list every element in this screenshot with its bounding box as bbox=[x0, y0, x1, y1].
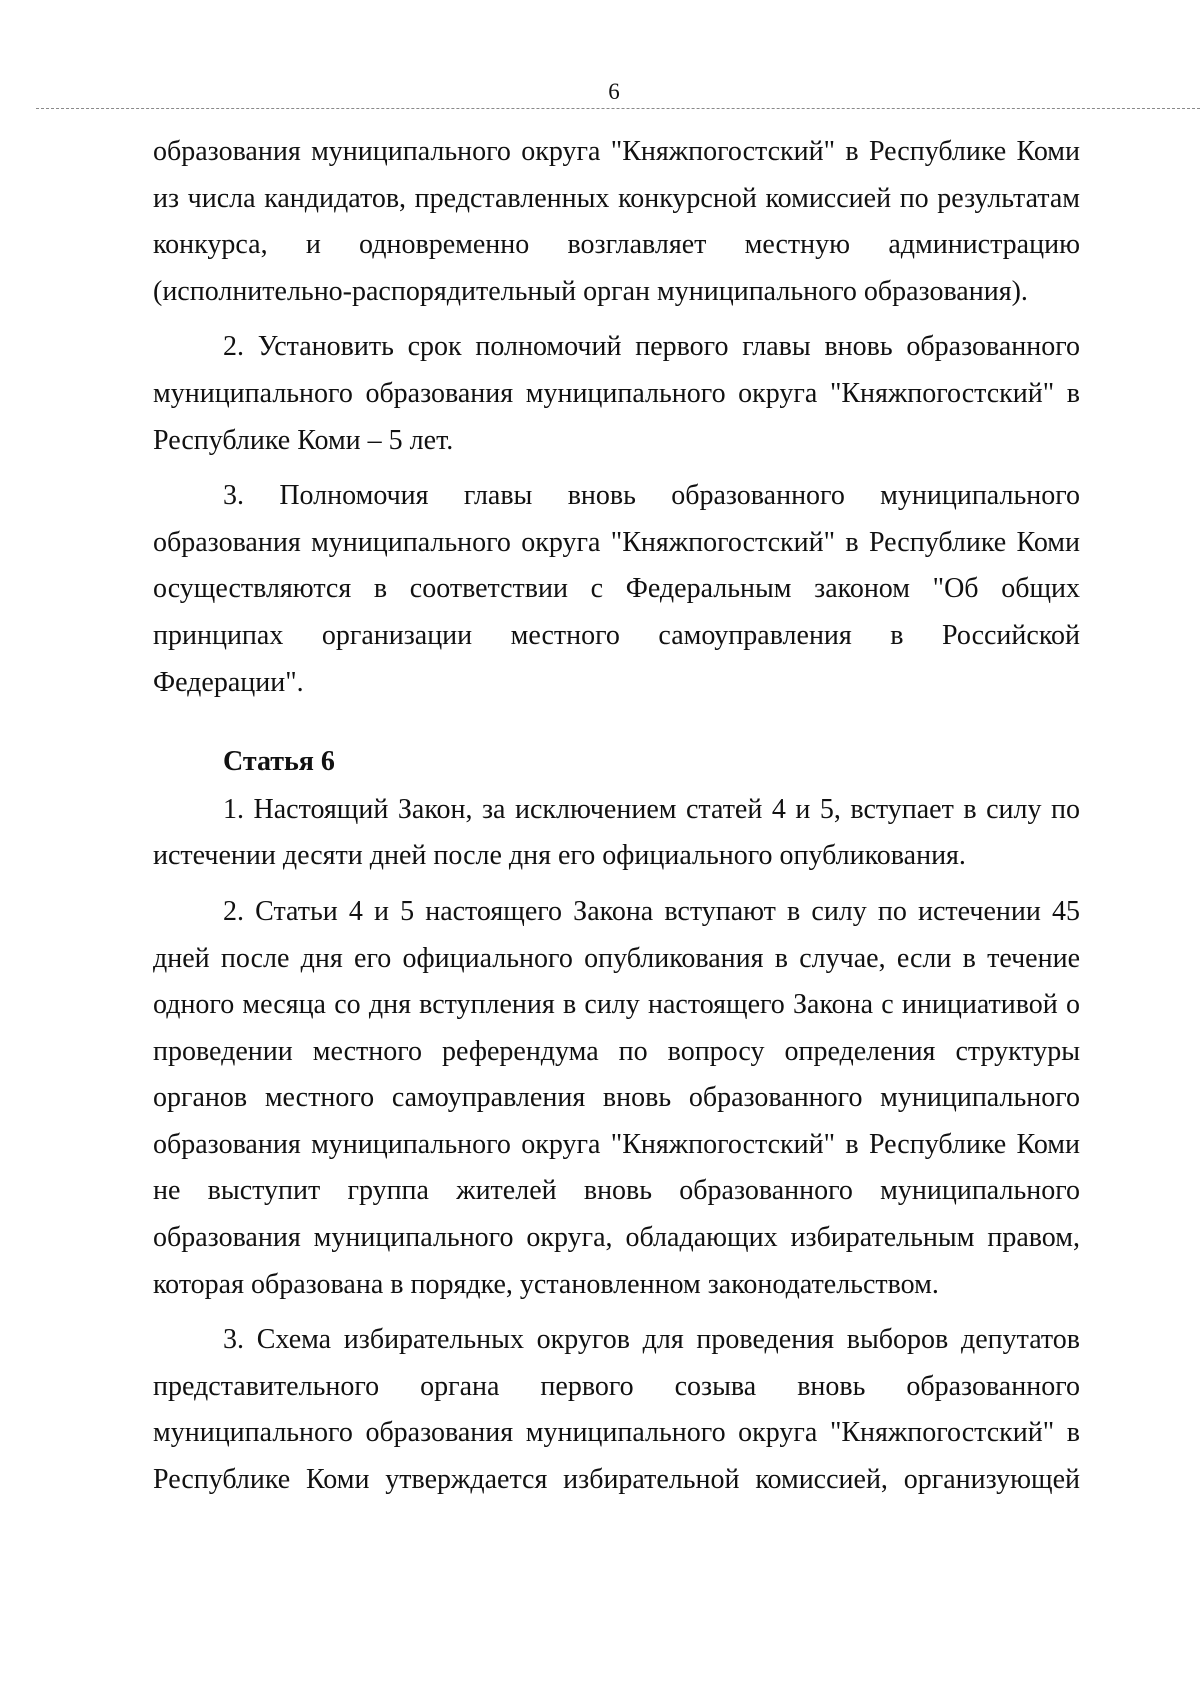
article-heading: Статья 6 bbox=[223, 746, 335, 778]
document-body bbox=[153, 129, 1080, 1513]
article-spacer bbox=[153, 715, 1080, 739]
header-divider bbox=[36, 108, 1200, 109]
paragraph-term-of-office: 2. Установить срок полномочий первого главы вновь образованного муниципального образования муниципального округа "Княжпогостский" в Республике Коми – 5 лет. bbox=[153, 331, 1080, 456]
page-number: 6 bbox=[608, 79, 620, 104]
paragraph-powers-of-head: 3. Полномочия главы вновь образованного муниципального образования муниципального округа "Княжпогостский" в Республике Коми осуществляются в соответствии с Федеральным законом "Об общих принципах организации местного самоуправления в Российской Федерации". bbox=[153, 480, 1080, 698]
paragraph-continuation: образования муниципального округа "Княжпогостский" в Республике Коми из числа кандидатов, представленных конкурсной комиссией по результатам конкурса, и одновременно возглавляет местную администрацию (исполнительно-распорядительный орган муниципального образования). bbox=[153, 136, 1080, 307]
article-paragraph-2: 2. Статьи 4 и 5 настоящего Закона вступают в силу по истечении 45 дней после дня его официального опубликования в случае, если в течение одного месяца со дня вступления в силу настоящего Закона с инициативой о проведении местного референдума по вопросу определения структуры органов местного самоуправления вновь образованного муниципального образования муниципального округа "Княжпогостский" в Республике Коми не выступит группа жителей вновь образованного муниципального образования муниципального округа, обладающих избирательным правом, которая образована в порядке, установленном законодательством. bbox=[153, 895, 1080, 1300]
article-paragraph-3: 3. Схема избирательных округов для проведения выборов депутатов представительного органа первого созыва вновь образованного муниципального образования муниципального округа "Княжпогостский" в Республике Коми утверждается избирательной комиссией, организующей bbox=[153, 1324, 1080, 1496]
article-paragraph-1: 1. Настоящий Закон, за исключением статей 4 и 5, вступает в силу по истечении десяти дней после дня его официального опубликования. bbox=[153, 793, 1080, 872]
